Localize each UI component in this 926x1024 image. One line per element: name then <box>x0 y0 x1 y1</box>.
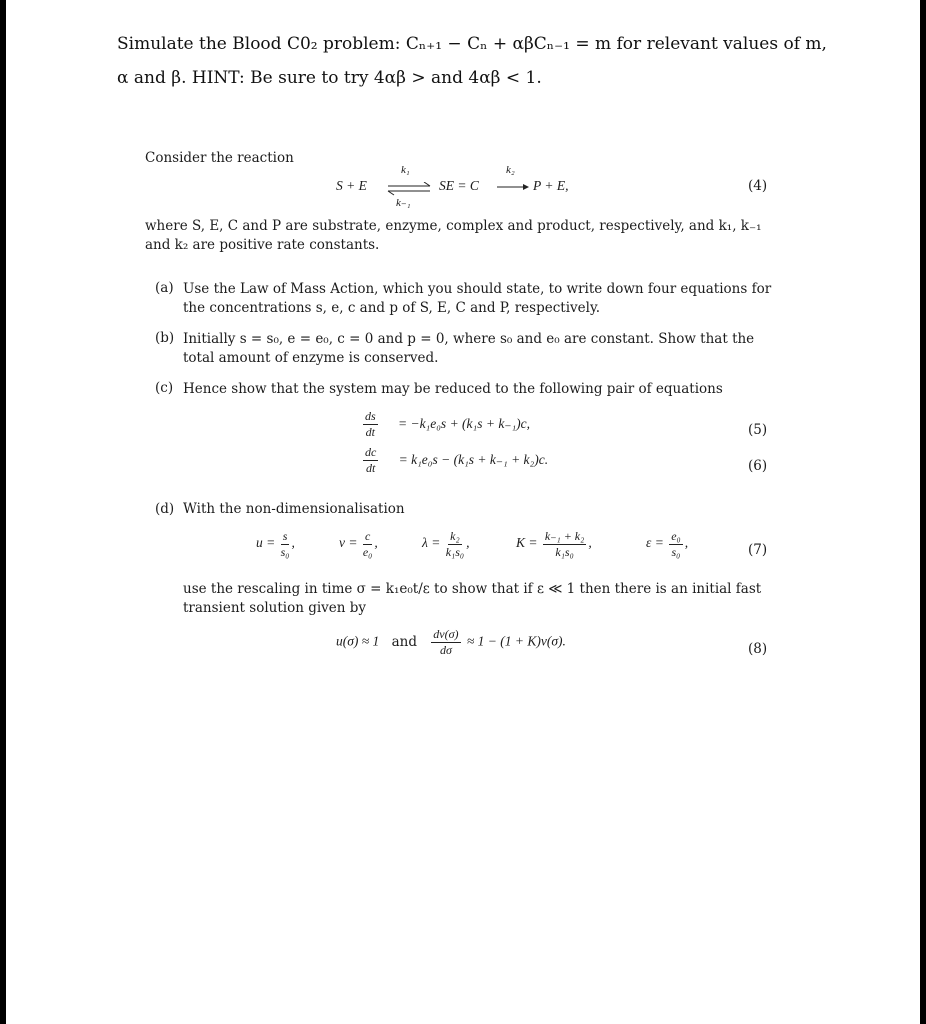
definition-lambda <box>422 530 469 558</box>
part-a-label: (a) <box>155 280 174 296</box>
equation-5 <box>361 410 530 438</box>
u-label: u = <box>256 535 276 551</box>
part-d-label: (d) <box>155 501 175 517</box>
definition-u <box>256 530 295 558</box>
eq5-numerator: ds <box>365 409 376 423</box>
reaction-rhs: P + E, <box>533 178 569 193</box>
epsilon-label: ε = <box>646 535 664 551</box>
equation-8 <box>336 628 566 656</box>
eq6-denominator: dt <box>365 460 376 475</box>
lambda-label: λ = <box>422 535 441 551</box>
part-b-text: Initially s = s₀, e = e₀, c = 0 and p = 0, where s₀ and e₀ are constant. Show that the total amount of enzyme is conserved. <box>183 331 755 366</box>
part-c-text: Hence show that the system may be reduced to the following pair of equations <box>183 381 723 397</box>
rate-k2: k₂ <box>506 164 515 176</box>
definition-epsilon <box>646 530 688 558</box>
epsilon-denominator: s₀ <box>671 544 681 559</box>
part-d-text: With the non-dimensionalisation <box>183 501 405 517</box>
equation-number-8: (8) <box>748 641 768 657</box>
eq6-numerator: dc <box>365 445 377 459</box>
eq8-denominator: dσ <box>439 642 452 657</box>
rate-k-minus-1: k₋₁ <box>396 197 411 209</box>
question-line-1: Simulate the Blood C0₂ problem: Cₙ₊₁ − Cₙ + αβCₙ₋₁ = m for relevant values of m, <box>117 34 827 54</box>
where-line-2: and k₂ are positive rate constants. <box>145 237 380 253</box>
rescale-line-1: use the rescaling in time σ = k₁e₀t/ε to show that if ε ≪ 1 then there is an initial fast <box>183 581 762 597</box>
problem-intro: Consider the reaction <box>145 150 294 166</box>
eq8-and: and <box>391 633 417 650</box>
K-comma: , <box>588 535 592 551</box>
equation-number-5: (5) <box>748 422 768 438</box>
equation-number-4: (4) <box>748 178 768 194</box>
reaction-lhs: S + E <box>336 178 367 193</box>
lambda-denominator: k₁s₀ <box>445 544 465 559</box>
K-numerator: k₋₁ + k₂ <box>544 529 585 543</box>
epsilon-comma: , <box>684 535 689 551</box>
v-numerator: c <box>364 529 371 543</box>
v-comma: , <box>374 535 378 551</box>
part-a-text: Use the Law of Mass Action, which you should state, to write down four equations for the concentrations s, e, c and p of S, E, C and P, respectively. <box>183 281 772 316</box>
equation-number-6: (6) <box>748 458 768 474</box>
u-numerator: s <box>282 529 288 543</box>
rescale-line-2: transient solution given by <box>183 600 367 616</box>
K-denominator: k₁s₀ <box>555 544 574 559</box>
part-b-label: (b) <box>155 330 175 346</box>
rate-k1: k₁ <box>401 164 410 176</box>
where-line-1: where S, E, C and P are substrate, enzyme, complex and product, respectively, and k₁, k₋₁ <box>145 218 762 234</box>
v-denominator: e₀ <box>362 544 373 559</box>
v-label: v = <box>339 535 358 551</box>
definition-v <box>339 530 378 558</box>
epsilon-numerator: e₀ <box>671 529 681 543</box>
definition-K <box>516 530 592 558</box>
document-page <box>6 0 920 1024</box>
eq5-rhs: = −k₁e₀s + (k₁s + k₋₁)c, <box>397 415 531 431</box>
eq8-lhs: u(σ) ≈ 1 <box>336 633 380 649</box>
reversible-arrow-icon <box>386 182 432 196</box>
eq5-denominator: dt <box>365 424 375 439</box>
part-c-label: (c) <box>155 380 174 396</box>
eq6-rhs: = k₁e₀s − (k₁s + k₋₁ + k₂)c. <box>398 451 549 467</box>
question-line-2: α and β. HINT: Be sure to try 4αβ > and 4αβ < 1. <box>117 68 542 88</box>
u-denominator: s₀ <box>280 544 290 559</box>
eq8-numerator: dv(σ) <box>433 627 459 641</box>
equation-6 <box>361 446 548 474</box>
reaction-middle: SE = C <box>439 178 479 193</box>
K-label: K = <box>516 535 538 551</box>
lambda-comma: , <box>466 535 470 551</box>
u-comma: , <box>291 535 295 551</box>
lambda-numerator: k₂ <box>450 529 460 543</box>
forward-arrow-icon <box>496 182 530 192</box>
eq8-rhs: ≈ 1 − (1 + K)v(σ). <box>466 633 566 649</box>
equation-number-7: (7) <box>748 542 768 558</box>
